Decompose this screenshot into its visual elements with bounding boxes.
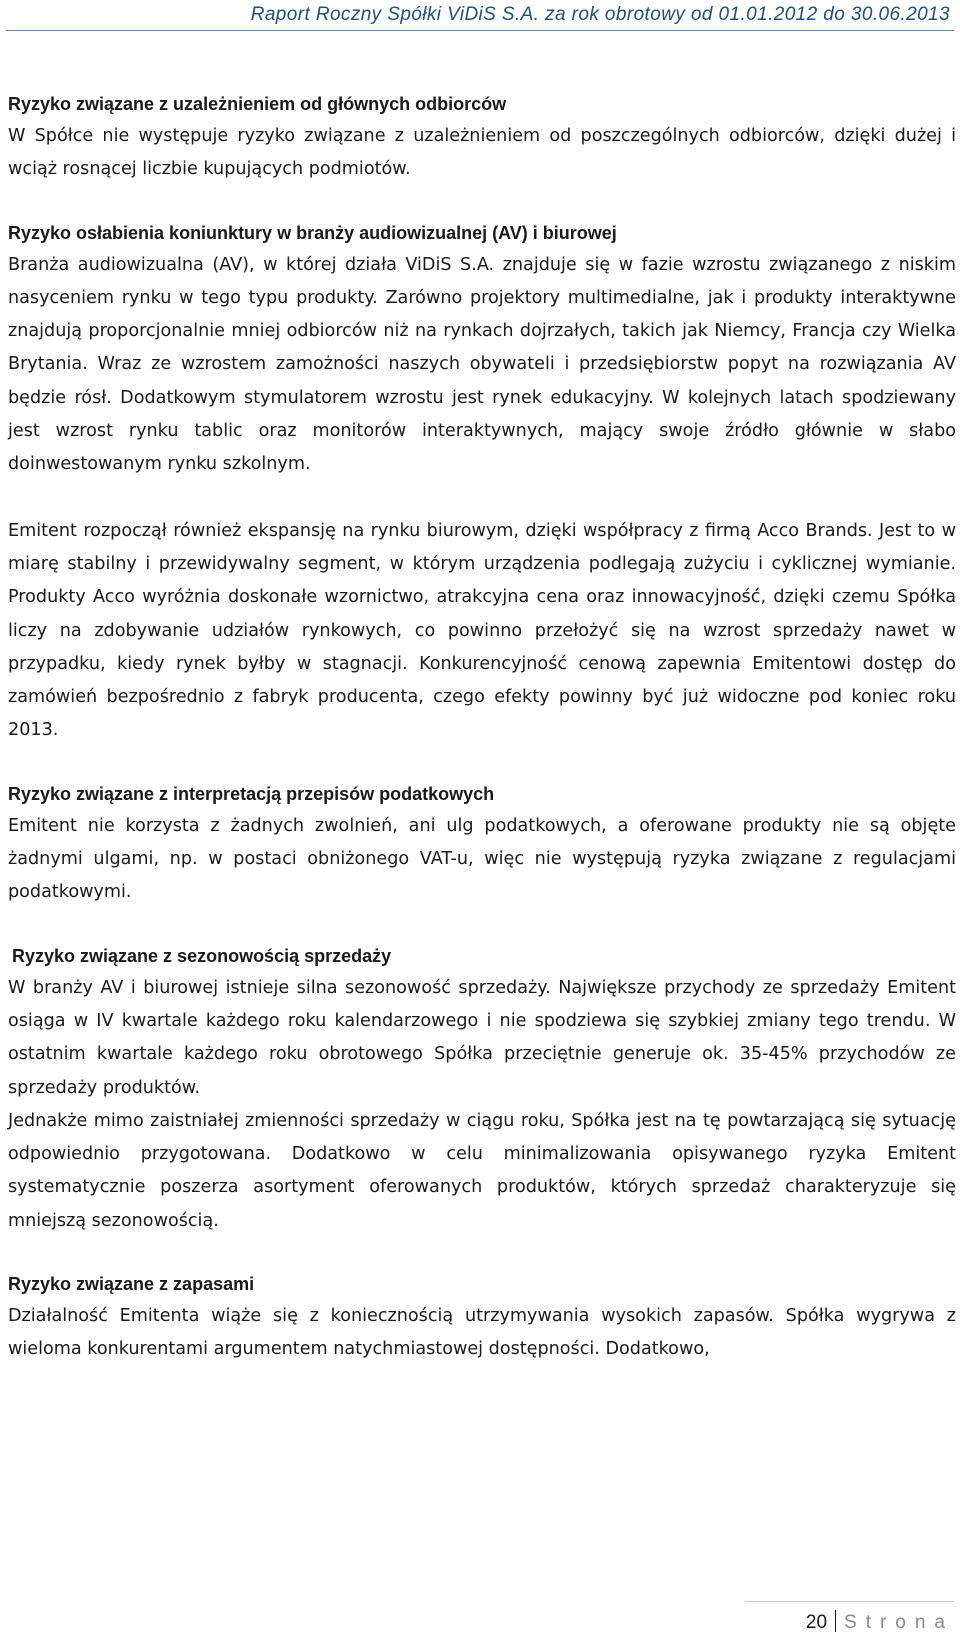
paragraph: Branża audiowizualna (AV), w której działa ViDiS S.A. znajduje się w fazie wzrostu związanego z niskim nasyceniem rynku w tego typu produkty. Zarówno projektory multimedialne, jak i produkty interaktywne znajdują proporcjonalnie mniej odbiorców niż na rynkach dojrzałych, takich jak Niemcy, Francja czy Wielka Brytania. Wraz ze wzrostem zamożności naszych obywateli i przedsiębiorstw popyt na rozwiązania AV będzie rósł. Dodatkowym stymulatorem wzrostu jest rynek edukacyjny. W kolejnych latach spodziewany jest wzrost rynku tablic oraz monitorów interaktywnych, mający swoje źródło głównie w słabo doinwestowanym rynku szkolnym. bbox=[8, 254, 956, 475]
section-heading: Ryzyko związane z interpretacją przepisów podatkowych bbox=[8, 783, 495, 804]
section-market-risk bbox=[8, 217, 956, 748]
paragraph: W branży AV i biurowej istnieje silna sezonowość sprzedaży. Największe przychody ze sprzedaży Emitent osiąga w IV kwartale każdego roku kalendarzowego i nie spodziewa się szybkiej zmiany tego trendu. W ostatnim kwartale każdego roku obrotowego Spółka przeciętnie generuje ok. 35-45% przychodów ze sprzedaży produktów. bbox=[8, 977, 956, 1098]
paragraph: Działalność Emitenta wiąże się z koniecznością utrzymywania wysokich zapasów. Spółka wygrywa z wieloma konkurentami argumentem natychmiastowej dostępności. Dodatkowo, bbox=[8, 1306, 956, 1360]
page-number: 20 bbox=[805, 1612, 828, 1633]
section-heading: Ryzyko związane z sezonowością sprzedaży bbox=[12, 945, 392, 966]
document-header: Raport Roczny Spółki ViDiS S.A. za rok obrotowy od 01.01.2012 do 30.06.2013 bbox=[250, 4, 950, 25]
section-seasonality-risk bbox=[8, 940, 956, 1238]
page-footer bbox=[806, 1610, 954, 1634]
document-body bbox=[8, 88, 956, 1397]
section-tax-risk bbox=[8, 778, 956, 910]
footer-divider bbox=[745, 1601, 954, 1602]
section-inventory-risk bbox=[8, 1268, 956, 1367]
header-divider bbox=[6, 30, 954, 31]
paragraph: Emitent rozpoczął również ekspansję na rynku biurowym, dzięki współpracy z firmą Acco Brands. Jest to w miarę stabilny i przewidywalny segment, w którym urządzenia podlegają zużyciu i cyklicznej wymianie. Produkty Acco wyróżnia doskonałe wzornictwo, atrakcyjna cena oraz innowacyjność, dzięki czemu Spółka liczy na zdobywanie udziałów rynkowych, co powinno przełożyć się na wzrost sprzedaży nawet w przypadku, kiedy rynek byłby w stagnacji. Konkurencyjność cenową zapewnia Emitentowi dostęp do zamówień bezpośrednio z fabryk producenta, czego efekty powinny być już widoczne pod koniec roku 2013. bbox=[8, 520, 956, 741]
paragraph: W Spółce nie występuje ryzyko związane z uzależnieniem od poszczególnych odbiorców, dzięki dużej i wciąż rosnącej liczbie kupujących podmiotów. bbox=[8, 126, 956, 180]
footer-separator bbox=[835, 1610, 836, 1632]
page-label: Strona bbox=[844, 1612, 954, 1633]
section-heading: Ryzyko osłabienia koniunktury w branży audiowizualnej (AV) i biurowej bbox=[8, 222, 617, 243]
section-heading: Ryzyko związane z zapasami bbox=[8, 1274, 255, 1295]
section-heading: Ryzyko związane z uzależnieniem od głównych odbiorców bbox=[8, 94, 507, 114]
paragraph: Jednakże mimo zaistniałej zmienności sprzedaży w ciągu roku, Spółka jest na tę powtarzającą się sytuację odpowiednio przygotowana. Dodatkowo w celu minimalizowania opisywanego ryzyka Emitent systematycznie poszerza asortyment oferowanych produktów, których sprzedaż charakteryzuje się mniejszą sezonowością. bbox=[8, 1110, 956, 1231]
section-dependency-risk bbox=[8, 88, 956, 187]
paragraph: Emitent nie korzysta z żadnych zwolnień, ani ulg podatkowych, a oferowane produkty nie są objęte żadnymi ulgami, np. w postaci obniżonego VAT-u, więc nie występują ryzyka związane z regulacjami podatkowymi. bbox=[8, 815, 956, 903]
